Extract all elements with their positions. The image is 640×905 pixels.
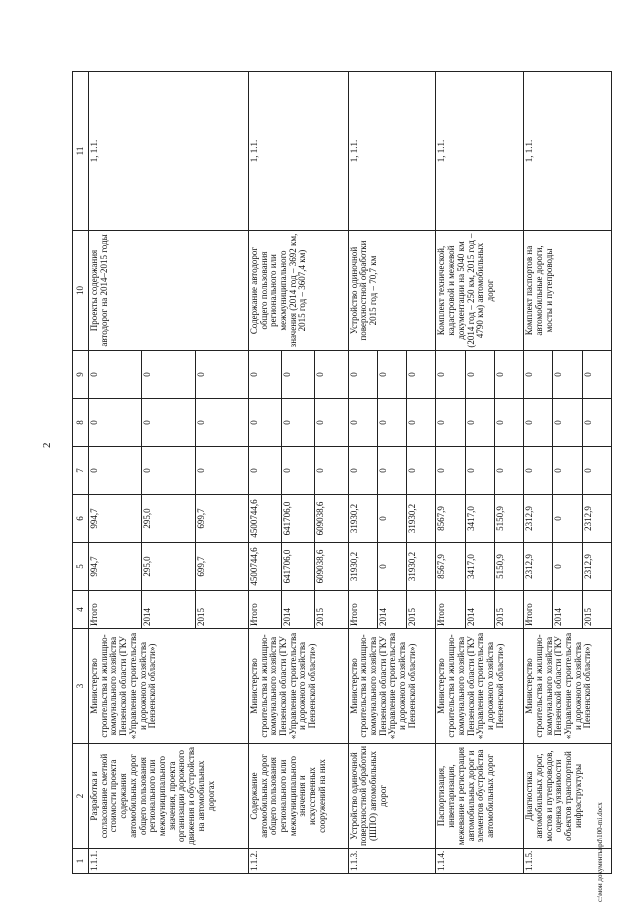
value-regional: 8567,9 [436, 495, 465, 543]
column-header-11: 11 [73, 72, 89, 231]
indicator-link: 1, 1.1. [524, 72, 612, 231]
value-total: 994,7 [89, 543, 142, 591]
column-header-7: 7 [73, 447, 89, 495]
result-description: Проекты содержания автодорог на 2014–2015 годы [89, 231, 249, 351]
value-col9: 0 [195, 351, 248, 399]
value-col7: 0 [89, 447, 142, 495]
value-col8: 0 [315, 399, 348, 447]
value-total: 2312,9 [524, 543, 553, 591]
column-header-1: 1 [73, 849, 89, 874]
year-cell: 2015 [195, 591, 248, 629]
value-regional: 3417,0 [465, 495, 494, 543]
value-col9: 0 [142, 351, 195, 399]
value-col8: 0 [89, 399, 142, 447]
table-row [436, 72, 465, 874]
value-total: 2312,9 [582, 543, 611, 591]
result-description: Комплект технической, кадастровой и межевой документации на 5040 км (2014 год – 250 км, 2015 год – 4790 км) автомобильных дорог [436, 231, 524, 351]
column-header-5: 5 [73, 543, 89, 591]
value-col8: 0 [494, 399, 523, 447]
value-regional: 0 [377, 495, 406, 543]
header-row [73, 72, 89, 874]
row-code: 1.1.4. [436, 849, 524, 874]
year-cell: 2014 [282, 591, 315, 629]
document-table-rotated [72, 72, 612, 874]
value-col8: 0 [348, 399, 377, 447]
value-col9: 0 [407, 351, 436, 399]
column-header-4: 4 [73, 591, 89, 629]
value-col9: 0 [248, 351, 281, 399]
value-col7: 0 [582, 447, 611, 495]
value-col8: 0 [553, 399, 582, 447]
value-col7: 0 [465, 447, 494, 495]
value-total: 609038,6 [315, 543, 348, 591]
value-col8: 0 [582, 399, 611, 447]
table-row [89, 72, 142, 874]
column-header-10: 10 [73, 231, 89, 351]
value-col8: 0 [436, 399, 465, 447]
table-row [248, 72, 281, 874]
value-regional: 0 [553, 495, 582, 543]
file-path-footer: c:\мои документы\pd\100-mi.docx [596, 802, 604, 902]
value-col9: 0 [282, 351, 315, 399]
value-col9: 0 [348, 351, 377, 399]
value-col9: 0 [89, 351, 142, 399]
executor: Министерство строительства и жилищно-коммунального хозяйства Пензенской области (ГКУ «Управление строительства и дорожного хозяйства Пензенской области») [89, 629, 249, 744]
value-col7: 0 [377, 447, 406, 495]
year-cell: Итого [348, 591, 377, 629]
value-total: 3417,0 [465, 543, 494, 591]
measure-name: Разработка и согласование сметной стоимости проекта содержания автомобильных дорог общего пользования регионального или межмуниципального значения, проекта организации дорожного движения и обустройства на автомобильных дорогах [89, 744, 249, 849]
indicator-link: 1, 1.1. [348, 72, 436, 231]
column-header-9: 9 [73, 351, 89, 399]
value-col9: 0 [582, 351, 611, 399]
value-col9: 0 [553, 351, 582, 399]
measure-name: Содержание автомобильных дорог общего пользования регионального или межмуниципального значения и искусственных сооружений на них [248, 744, 348, 849]
year-cell: 2014 [553, 591, 582, 629]
row-code: 1.1.5. [524, 849, 612, 874]
column-header-8: 8 [73, 399, 89, 447]
year-cell: 2014 [465, 591, 494, 629]
executor: Министерство строительства и жилищно-коммунального хозяйства Пензенской области (ГКУ «Управление строительства и дорожного хозяйства Пензенской области») [436, 629, 524, 744]
column-header-6: 6 [73, 495, 89, 543]
value-regional: 5150,9 [494, 495, 523, 543]
value-col9: 0 [524, 351, 553, 399]
measure-name: Устройство одиночной поверхностной обработки (ШПО) автомобильных дорог [348, 744, 436, 849]
column-header-2: 2 [73, 744, 89, 849]
year-cell: 2014 [142, 591, 195, 629]
value-col8: 0 [248, 399, 281, 447]
value-col9: 0 [465, 351, 494, 399]
year-cell: 2015 [494, 591, 523, 629]
value-col8: 0 [465, 399, 494, 447]
table-row [524, 72, 553, 874]
year-cell: 2015 [582, 591, 611, 629]
value-col7: 0 [248, 447, 281, 495]
value-col7: 0 [142, 447, 195, 495]
value-total: 8567,9 [436, 543, 465, 591]
value-total: 5150,9 [494, 543, 523, 591]
value-total: 295,0 [142, 543, 195, 591]
value-col8: 0 [282, 399, 315, 447]
value-col7: 0 [553, 447, 582, 495]
year-cell: 2014 [377, 591, 406, 629]
value-col9: 0 [377, 351, 406, 399]
year-cell: Итого [89, 591, 142, 629]
value-col8: 0 [195, 399, 248, 447]
value-regional: 31930,2 [407, 495, 436, 543]
value-col8: 0 [524, 399, 553, 447]
executor: Министерство строительства и жилищно-коммунального хозяйства Пензенской области (ГКУ «Управление строительства и дорожного хозяйства Пензенской области») [524, 629, 612, 744]
indicator-link: 1, 1.1. [89, 72, 249, 231]
measure-name: Паспортизация, инвентаризация, межевание и регистрация автомобильных дорог и элементов обустройства автомобильных дорог [436, 744, 524, 849]
value-total: 641706,0 [282, 543, 315, 591]
value-regional: 4500744,6 [248, 495, 281, 543]
value-col7: 0 [195, 447, 248, 495]
value-regional: 2312,9 [524, 495, 553, 543]
value-total: 0 [377, 543, 406, 591]
result-description: Содержание автодорог общего пользования регионального или межмуниципального значения (2014 год – 3692 км, 2015 год – 3607,4 км) [248, 231, 348, 351]
value-col7: 0 [348, 447, 377, 495]
row-code: 1.1.2. [248, 849, 348, 874]
indicator-link: 1, 1.1. [248, 72, 348, 231]
value-col9: 0 [315, 351, 348, 399]
indicator-link: 1, 1.1. [436, 72, 524, 231]
value-col7: 0 [315, 447, 348, 495]
measure-name: Диагностика автомобильных дорог, мостов и путепроводов, оценка уязвимости объектов транспортной инфраструктуры [524, 744, 612, 849]
value-col7: 0 [407, 447, 436, 495]
value-col8: 0 [142, 399, 195, 447]
year-cell: Итого [248, 591, 281, 629]
table-body [89, 72, 612, 874]
value-col7: 0 [524, 447, 553, 495]
year-cell: Итого [436, 591, 465, 629]
value-regional: 295,0 [142, 495, 195, 543]
row-code: 1.1.1. [89, 849, 249, 874]
value-col7: 0 [494, 447, 523, 495]
table-row [348, 72, 377, 874]
executor: Министерство строительства и жилищно-коммунального хозяйства Пензенской области (ГКУ «Управление строительства и дорожного хозяйства Пензенской области») [248, 629, 348, 744]
value-total: 31930,2 [407, 543, 436, 591]
year-cell: Итого [524, 591, 553, 629]
value-regional: 699,7 [195, 495, 248, 543]
value-total: 699,7 [195, 543, 248, 591]
page-number: 2 [41, 442, 53, 448]
value-total: 31930,2 [348, 543, 377, 591]
value-total: 4500744,6 [248, 543, 281, 591]
program-table [72, 71, 612, 874]
value-regional: 994,7 [89, 495, 142, 543]
year-cell: 2015 [315, 591, 348, 629]
column-header-3: 3 [73, 629, 89, 744]
value-col8: 0 [407, 399, 436, 447]
value-col9: 0 [494, 351, 523, 399]
year-cell: 2015 [407, 591, 436, 629]
result-description: Комплект паспортов на автомобильные дороги, мосты и путепроводы [524, 231, 612, 351]
value-regional: 2312,9 [582, 495, 611, 543]
value-col7: 0 [436, 447, 465, 495]
value-col9: 0 [436, 351, 465, 399]
value-regional: 31930,2 [348, 495, 377, 543]
value-regional: 609038,6 [315, 495, 348, 543]
value-regional: 641706,0 [282, 495, 315, 543]
executor: Министерство строительства и жилищно-коммунального хозяйства Пензенской области (ГКУ «Управление строительства и дорожного хозяйства Пензенской области») [348, 629, 436, 744]
row-code: 1.1.3. [348, 849, 436, 874]
value-col8: 0 [377, 399, 406, 447]
result-description: Устройство одиночной поверхностной обработки 2015 год – 70,7 км [348, 231, 436, 351]
value-total: 0 [553, 543, 582, 591]
value-col7: 0 [282, 447, 315, 495]
